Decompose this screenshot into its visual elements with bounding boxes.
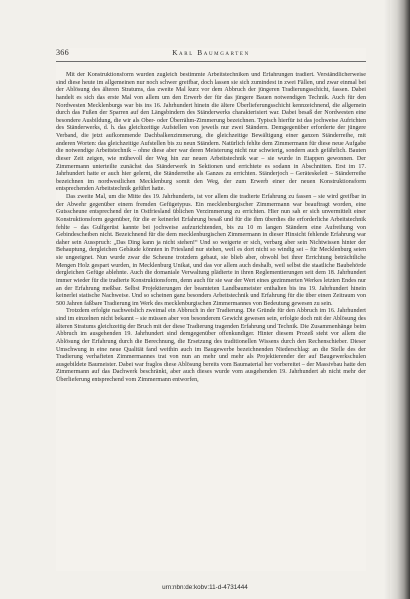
paragraph-3: Trotzdem erfolgte nachweislich zweimal ein Abbruch in der Tradierung. Die Gründe für den Abbruch im 16. Jahrhundert sind im einzelnen nicht bekannt – sie müssen aber von besonderem Gewicht gewesen sein, erfolgte doch mit der Ablösung des älteren Stratums gleichzeitig der Bruch mit der diese Tradierung tragenden Erfahrung und Technik. Die Zusammenhänge beim Abbruch im ausgehenden 19. Jahrhundert sind demgegenüber offenkundiger. Hinter diesem Prozeß steht vor allem die Ablösung der Erfahrung durch die Berechnung, die Ersetzung des traditionellen Wissens durch den Rechenschieber. Dieser Umschwung in eine neue Qualität fand weithin auch im Baugewerbe bezeichnenden Niederschlag: an die Stelle des der Tradierung verhafteten Zimmermannes trat von nun an mehr und mehr als Projektierender der auf Baugewerkschulen ausgebildete Baumeister. Dabei war fraglos diese Ablösung bereits vom Baumaterial her vorbereitet – der Massivbau hatte den Zimmermann auf das Dachwerk beschränkt, aber auch dieses wurde vom ausgehenden 19. Jahrhundert ab nicht mehr der Überlieferung entsprechend vom Zimmermann entworfen, <box>56 308 366 383</box>
body-text <box>56 72 366 567</box>
urn-footer: urn:nbn:de:kobv:11-d-4731444 <box>162 584 248 591</box>
page-number: 366 <box>56 48 69 57</box>
paragraph-1: Mit der Konstruktionsform wurden zugleich bestimmte Arbeitstechniken und Erfahrungen tradiert. Verständlicherweise sind diese heute im allgemeinen nur noch schwer greifbar, doch lassen sie sich zumindest in zwei Fällen, und zwar einmal bei der Ablösung des älteren Stratums, das zweite Mal kurz vor dem Abbruch der jüngeren Tradierungsschicht, fassen. Dabei handelt es sich das erste Mal von allem um den Erwerb der für das jüngere Bauen notwendigen Technik. Auch für den Nordwesten Mecklenburgs war bis ins 16. Jahrhundert hinein die ältere Überlieferungsschicht kennzeichnend, die allgemein durch das Fußen der Sparren auf den Längsbindern des Ständerwerks charakterisiert war. Dabei besaß der Nordwesten eine besondere Ausbildung, die wir als Ober- oder Überrähm-Zimmerung bezeichnen. Typisch hierfür ist das jochweise Aufrichten des Ständerwerks, d. h. das gleichzeitige Aufstellen von jeweils nur zwei Ständern. Demgegenüber erforderte der jüngere Verband, die jetzt aufkommende Dachbalkenzimmerung, die gleichzeitige Bewältigung einer ganzen Ständerreihe, mit anderen Worten: das gleichzeitige Aufstellen bis zu neun Ständern. Natürlich fehlte dem Zimmermann für diese neue Aufgabe die notwendige Arbeitstechnik – ohne diese aber war deren Meisterung nicht nur schwierig, sondern auch gefährlich. Bauten dieser Zeit zeigen, wie mühevoll der Weg hin zur neuen Arbeitstechnik war – sie wurde in Etappen gewonnen. Der Zimmermann unterteilte zunächst das Ständerwerk in Sektionen und errichtete es sodann in Abschnitten. Erst im 17. Jahrhundert hatte er auch hier gelernt, die Ständerreihe als Ganzes zu errichten. Ständerjoch – Geräteskelett – Ständerreihe bezeichnen im nordwestlichen Mecklenburg somit den Weg, der zum Erwerb einer der neuen Konstruktionsform entsprechenden Arbeitstechnik geführt hatte. <box>56 72 366 193</box>
book-spine-shadow <box>390 0 410 599</box>
book-page <box>56 48 366 571</box>
gutter-shading <box>384 0 390 599</box>
running-head: Karl Baumgarten <box>172 48 250 57</box>
paragraph-2: Das zweite Mal, um die Mitte des 19. Jahrhunderts, ist vor allem die tradierte Erfahrung zu fassen – sie wird greifbar in der Abwehr gegenüber einem fremden Gefügetypus. Ein mecklenburgischer Zimmermann war beauftragt worden, eine Gutsscheune entsprechend der in Ostfriesland üblichen Verzimmerung zu errichten. Hier nun sah er sich unvermittelt einer Konstruktionsform gegenüber, für die er keinerlei Erfahrung besaß und für die ihm überdies die erforderliche Arbeitstechnik fehlte – das Gulfgerüst kannte bei jochweise aufzurichtenden, bis zu 10 m langen Ständern eine Aufreihung von Gebindescheiben nicht. Bezeichnend für die dem mecklenburgischen Zimmermann in dieser Hinsicht fehlende Erfahrung war daher sein Ausspruch: „Das Ding kann ja nicht stehen!“ Und so weigerte er sich, verbarg aber sein Nichtwissen hinter der Behauptung, dergleichen Gebäude könnten in Friesland nur stehen, weil es dort nicht so windig sei – für Mecklenburg seien sie ungeeignet. Nun wurde zwar die Scheune trotzdem gebaut, sie blieb aber, obwohl bei ihrer Errichtung beträchtliche Mengen Holz gespart wurden, in Mecklenburg Unikat, und das vor allem auch deshalb, weil selbst die staatliche Baubehörde dergleichen Gefüge ablehnte. Auch die domaniale Verwaltung plädierte in ihren Reglementierungen seit dem 18. Jahrhundert immer wieder für die tradierte Konstruktionsform, denn auch für sie war der Wert eines gezimmerten Werkes letzten Endes nur an der Erfahrung meßbar. Selbst Projektierungen der beamteten Landbaumeister enthalten bis ins 19. Jahrhundert hinein keinerlei statische Nachweise. Und so scheinen ganz besonders Arbeitstechnik und Erfahrung für die über einen Zeitraum von 500 Jahren faßbare Tradierung im Werk des mecklenburgischen Zimmermannes von Bedeutung gewesen zu sein. <box>56 194 366 307</box>
header-rule <box>56 61 366 62</box>
page-header <box>56 48 366 60</box>
